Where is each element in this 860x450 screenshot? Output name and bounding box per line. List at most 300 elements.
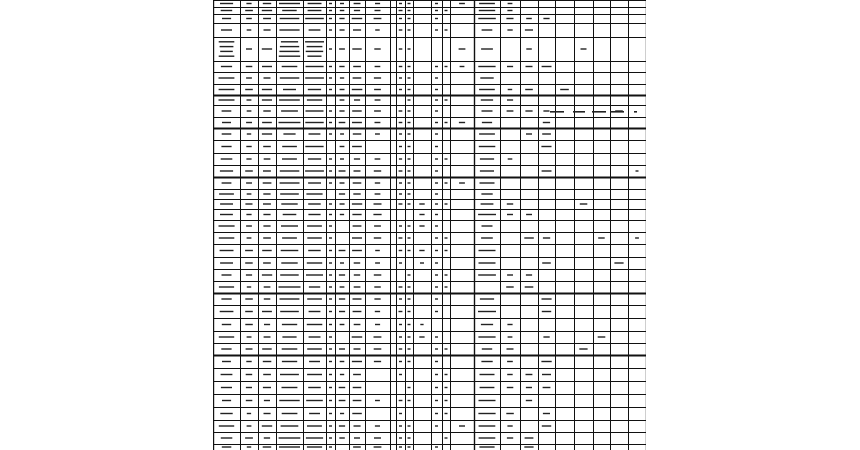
illegible-text-mark	[222, 361, 231, 362]
illegible-text-mark	[339, 437, 345, 438]
illegible-text-mark	[279, 29, 299, 30]
illegible-text-mark	[353, 29, 361, 30]
illegible-text-mark	[262, 48, 272, 49]
illegible-text-mark	[478, 413, 495, 414]
illegible-text-mark	[282, 10, 297, 11]
illegible-text-mark	[247, 413, 251, 414]
illegible-text-mark	[419, 203, 424, 204]
illegible-text-mark	[524, 446, 533, 447]
illegible-text-mark	[246, 48, 252, 49]
illegible-text-mark	[353, 133, 362, 134]
illegible-text-mark	[264, 29, 271, 30]
illegible-text-mark	[399, 18, 402, 19]
illegible-text-mark	[399, 146, 402, 147]
illegible-text-mark	[221, 374, 233, 375]
illegible-text-mark	[435, 3, 438, 4]
illegible-text-mark	[329, 298, 332, 299]
illegible-text-mark	[339, 48, 345, 49]
illegible-text-mark	[264, 437, 270, 438]
illegible-text-mark	[281, 262, 297, 263]
illegible-text-mark	[283, 214, 297, 215]
illegible-text-mark	[526, 274, 532, 275]
illegible-text-mark	[353, 400, 362, 401]
illegible-text-mark	[354, 158, 360, 159]
illegible-text-mark	[435, 170, 438, 171]
illegible-text-mark	[308, 387, 321, 388]
illegible-text-mark	[419, 214, 424, 215]
illegible-text-mark	[399, 324, 402, 325]
illegible-text-mark	[581, 48, 587, 49]
illegible-text-mark	[220, 214, 233, 215]
illegible-text-mark	[435, 89, 438, 90]
illegible-text-mark	[340, 361, 345, 362]
illegible-text-mark	[221, 29, 232, 30]
illegible-text-mark	[614, 262, 623, 263]
illegible-text-mark	[525, 437, 534, 438]
illegible-text-mark	[329, 274, 332, 275]
illegible-text-mark	[445, 274, 448, 275]
illegible-text-mark	[280, 311, 299, 312]
illegible-text-mark	[262, 66, 272, 67]
illegible-text-mark	[507, 110, 514, 111]
illegible-text-mark	[580, 203, 588, 204]
illegible-text-mark	[408, 298, 411, 299]
illegible-text-mark	[508, 3, 513, 4]
illegible-text-mark	[375, 182, 380, 183]
illegible-text-mark	[560, 89, 569, 90]
illegible-text-mark	[399, 193, 402, 194]
illegible-text-mark	[262, 311, 272, 312]
illegible-text-mark	[307, 324, 323, 325]
illegible-text-mark	[408, 311, 411, 312]
illegible-text-mark	[399, 48, 403, 49]
illegible-text-mark	[306, 437, 323, 438]
illegible-text-mark	[507, 214, 513, 215]
illegible-text-mark	[506, 18, 513, 19]
illegible-text-mark	[263, 361, 272, 362]
illegible-text-mark	[507, 425, 512, 426]
illegible-text-mark	[220, 311, 234, 312]
illegible-text-mark	[459, 182, 465, 183]
illegible-text-mark	[526, 400, 532, 401]
illegible-text-mark	[352, 214, 361, 215]
illegible-text-mark	[408, 158, 411, 159]
illegible-text-mark	[280, 18, 300, 19]
illegible-text-mark	[636, 170, 639, 171]
illegible-text-mark	[375, 193, 381, 194]
illegible-text-mark	[479, 400, 496, 401]
illegible-text-mark	[526, 48, 532, 49]
illegible-text-mark	[219, 225, 235, 226]
illegible-text-mark	[435, 203, 438, 204]
illegible-text-mark	[543, 387, 551, 388]
illegible-text-mark	[246, 146, 251, 147]
illegible-text-mark	[374, 18, 382, 19]
illegible-text-mark	[309, 133, 321, 134]
illegible-text-mark	[307, 374, 322, 375]
illegible-text-mark	[354, 274, 360, 275]
illegible-text-mark	[280, 298, 300, 299]
illegible-text-mark	[435, 286, 438, 287]
illegible-text-mark	[222, 122, 231, 123]
illegible-text-mark	[435, 29, 438, 30]
illegible-text-mark	[506, 413, 514, 414]
illegible-text-mark	[329, 286, 332, 287]
illegible-text-mark	[354, 3, 361, 4]
illegible-text-mark	[375, 133, 380, 134]
illegible-text-mark	[329, 29, 332, 30]
illegible-text-mark	[435, 182, 438, 183]
illegible-text-mark	[408, 225, 411, 226]
illegible-text-mark	[526, 214, 532, 215]
illegible-text-mark	[481, 203, 494, 204]
illegible-text-mark	[221, 298, 231, 299]
illegible-text-mark	[329, 133, 332, 134]
illegible-text-mark	[354, 286, 361, 287]
illegible-text-mark	[263, 18, 271, 19]
illegible-text-mark	[478, 214, 496, 215]
illegible-text-mark	[408, 274, 411, 275]
illegible-text-mark	[374, 203, 382, 204]
illegible-text-mark	[408, 77, 411, 78]
illegible-text-mark	[445, 122, 448, 123]
illegible-text-mark	[354, 425, 361, 426]
illegible-text-mark	[399, 158, 402, 159]
illegible-text-mark	[282, 146, 297, 147]
illegible-text-mark	[339, 387, 346, 388]
illegible-text-mark	[329, 182, 332, 183]
illegible-text-mark	[222, 274, 232, 275]
illegible-text-mark	[435, 193, 438, 194]
illegible-text-mark	[507, 374, 513, 375]
illegible-text-mark	[352, 250, 362, 251]
illegible-text-mark	[339, 122, 346, 123]
illegible-text-mark	[592, 111, 606, 113]
illegible-text-mark	[399, 225, 402, 226]
illegible-text-mark	[221, 66, 232, 67]
illegible-text-mark	[435, 77, 438, 78]
illegible-text-mark	[329, 170, 332, 171]
illegible-text-mark	[478, 311, 496, 312]
illegible-text-mark	[352, 336, 363, 337]
illegible-text-mark	[419, 225, 424, 226]
illegible-text-mark	[408, 237, 411, 238]
illegible-text-mark	[305, 170, 324, 171]
illegible-text-mark	[459, 122, 465, 123]
illegible-text-mark	[573, 111, 585, 113]
illegible-text-mark	[399, 110, 403, 111]
illegible-text-mark	[329, 324, 332, 325]
illegible-text-mark	[280, 170, 300, 171]
illegible-text-mark	[480, 77, 493, 78]
illegible-text-mark	[445, 66, 448, 67]
illegible-text-mark	[375, 3, 380, 4]
illegible-text-mark	[247, 110, 252, 111]
illegible-text-mark	[353, 182, 362, 183]
illegible-text-mark	[399, 170, 403, 171]
illegible-text-mark	[435, 446, 438, 447]
illegible-text-mark	[479, 10, 495, 11]
illegible-text-mark	[399, 400, 403, 401]
illegible-text-mark	[399, 250, 403, 251]
illegible-text-mark	[435, 400, 438, 401]
illegible-text-mark	[263, 3, 271, 4]
illegible-text-mark	[245, 250, 253, 251]
illegible-text-mark	[340, 77, 344, 78]
illegible-text-mark	[245, 437, 253, 438]
illegible-text-mark	[262, 89, 272, 90]
illegible-text-mark	[305, 18, 324, 19]
illegible-text-mark	[306, 66, 324, 67]
illegible-text-mark	[525, 29, 533, 30]
illegible-text-mark	[219, 286, 234, 287]
illegible-text-mark	[245, 298, 253, 299]
illegible-text-mark	[262, 348, 272, 349]
illegible-text-mark	[339, 298, 345, 299]
illegible-text-mark	[542, 170, 552, 171]
illegible-text-mark	[445, 250, 448, 251]
illegible-text-mark	[352, 48, 361, 49]
illegible-text-mark	[435, 425, 438, 426]
illegible-text-mark	[219, 193, 234, 194]
illegible-text-mark	[435, 99, 438, 100]
illegible-text-mark	[308, 182, 321, 183]
illegible-text-mark	[374, 89, 381, 90]
illegible-text-mark	[507, 324, 512, 325]
illegible-text-mark	[329, 158, 332, 159]
illegible-text-mark	[263, 203, 271, 204]
illegible-text-mark	[245, 262, 253, 263]
illegible-text-mark	[435, 10, 438, 11]
illegible-text-mark	[482, 29, 493, 30]
illegible-text-mark	[307, 298, 322, 299]
illegible-text-mark	[246, 374, 253, 375]
illegible-text-mark	[219, 77, 235, 78]
illegible-text-mark	[408, 425, 411, 426]
illegible-text-mark	[247, 336, 252, 337]
illegible-text-mark	[435, 413, 438, 414]
illegible-text-mark	[507, 387, 514, 388]
illegible-text-mark	[375, 66, 381, 67]
illegible-text-mark	[542, 262, 551, 263]
illegible-text-mark	[352, 361, 362, 362]
illegible-text-mark	[262, 425, 272, 426]
illegible-text-mark	[353, 446, 361, 447]
illegible-text-mark	[245, 324, 253, 325]
illegible-text-mark	[610, 111, 624, 113]
illegible-text-mark	[408, 89, 411, 90]
illegible-text-mark	[246, 361, 251, 362]
illegible-text-mark	[279, 122, 301, 123]
illegible-text-mark	[306, 193, 322, 194]
illegible-text-mark	[419, 336, 424, 337]
illegible-text-mark	[480, 298, 494, 299]
illegible-text-mark	[353, 225, 362, 226]
illegible-text-mark	[542, 133, 551, 134]
illegible-text-mark	[263, 446, 272, 447]
illegible-text-mark	[480, 170, 494, 171]
illegible-text-mark	[374, 225, 381, 226]
illegible-text-mark	[399, 89, 402, 90]
illegible-text-mark	[263, 182, 272, 183]
illegible-text-mark	[339, 425, 345, 426]
illegible-text-mark	[307, 262, 322, 263]
illegible-text-mark	[542, 66, 552, 67]
illegible-text-mark	[399, 133, 402, 134]
illegible-text-mark	[420, 324, 423, 325]
illegible-text-mark	[340, 3, 344, 4]
illegible-text-mark	[399, 29, 403, 30]
illegible-text-mark	[479, 446, 494, 447]
illegible-text-mark	[478, 18, 496, 19]
illegible-text-mark	[246, 214, 251, 215]
illegible-text-mark	[507, 274, 513, 275]
illegible-text-mark	[340, 214, 344, 215]
illegible-text-mark	[506, 286, 514, 287]
illegible-text-mark	[526, 66, 533, 67]
illegible-text-mark	[598, 336, 606, 337]
illegible-text-mark	[305, 146, 323, 147]
illegible-text-mark	[374, 48, 380, 49]
illegible-text-mark	[408, 29, 411, 30]
illegible-text-mark	[408, 18, 411, 19]
illegible-text-mark	[354, 99, 360, 100]
illegible-text-mark	[375, 10, 381, 11]
illegible-text-mark	[482, 225, 493, 226]
illegible-text-mark	[352, 413, 362, 414]
illegible-text-mark	[283, 133, 295, 134]
illegible-text-mark	[399, 182, 402, 183]
illegible-text-mark	[408, 99, 411, 100]
illegible-text-mark	[374, 361, 381, 362]
illegible-text-mark	[354, 437, 360, 438]
illegible-text-mark	[329, 262, 332, 263]
illegible-text-mark	[245, 203, 252, 204]
illegible-text-mark	[408, 48, 411, 49]
illegible-text-mark	[307, 99, 322, 100]
illegible-text-mark	[353, 387, 362, 388]
illegible-text-mark	[329, 77, 332, 78]
illegible-text-mark	[246, 400, 253, 401]
illegible-text-mark	[479, 437, 496, 438]
illegible-text-mark	[282, 413, 298, 414]
illegible-text-mark	[282, 158, 297, 159]
illegible-text-mark	[340, 286, 345, 287]
illegible-text-mark	[280, 374, 299, 375]
illegible-text-mark	[329, 3, 332, 4]
illegible-text-mark	[339, 66, 344, 67]
illegible-text-mark	[282, 361, 297, 362]
illegible-text-mark	[543, 122, 550, 123]
illegible-text-mark	[481, 48, 493, 49]
illegible-text-mark	[283, 89, 296, 90]
illegible-text-mark	[282, 348, 298, 349]
illegible-text-mark	[309, 336, 321, 337]
illegible-text-mark	[408, 324, 411, 325]
illegible-text-mark	[408, 203, 411, 204]
illegible-text-mark	[479, 3, 495, 4]
illegible-text-mark	[354, 348, 361, 349]
illegible-text-mark	[479, 146, 496, 147]
illegible-text-mark	[329, 214, 332, 215]
illegible-text-mark	[280, 274, 299, 275]
illegible-text-mark	[526, 387, 532, 388]
illegible-text-mark	[281, 203, 297, 204]
illegible-text-mark	[353, 298, 362, 299]
illegible-text-mark	[245, 89, 253, 90]
illegible-text-mark	[221, 437, 233, 438]
illegible-text-mark	[263, 225, 270, 226]
illegible-text-mark	[306, 51, 324, 52]
illegible-text-mark	[435, 18, 438, 19]
illegible-text-mark	[263, 170, 271, 171]
illegible-text-mark	[375, 122, 381, 123]
illegible-text-mark	[399, 66, 403, 67]
illegible-text-mark	[262, 133, 272, 134]
illegible-text-mark	[219, 336, 234, 337]
illegible-text-mark	[305, 41, 324, 42]
illegible-text-mark	[408, 348, 411, 349]
illegible-text-mark	[373, 214, 381, 215]
illegible-text-mark	[279, 437, 301, 438]
illegible-text-mark	[264, 77, 271, 78]
illegible-text-mark	[309, 29, 321, 30]
illegible-text-mark	[635, 237, 639, 238]
illegible-text-mark	[543, 237, 550, 238]
illegible-text-mark	[508, 336, 513, 337]
illegible-text-mark	[399, 374, 402, 375]
illegible-text-mark	[507, 99, 513, 100]
illegible-text-mark	[219, 99, 235, 100]
illegible-text-mark	[308, 250, 321, 251]
illegible-text-mark	[526, 374, 533, 375]
illegible-text-mark	[507, 66, 513, 67]
illegible-text-mark	[309, 361, 320, 362]
illegible-text-mark	[281, 225, 298, 226]
illegible-text-mark	[435, 158, 438, 159]
illegible-text-mark	[445, 182, 448, 183]
illegible-text-mark	[399, 286, 403, 287]
illegible-text-mark	[329, 374, 332, 375]
illegible-text-mark	[399, 413, 402, 414]
illegible-text-mark	[339, 110, 344, 111]
illegible-text-mark	[435, 361, 438, 362]
illegible-text-mark	[375, 400, 380, 401]
illegible-text-mark	[479, 133, 495, 134]
illegible-text-mark	[435, 146, 438, 147]
illegible-text-mark	[435, 274, 438, 275]
illegible-text-mark	[307, 425, 322, 426]
illegible-text-mark	[408, 336, 411, 337]
illegible-text-mark	[435, 122, 438, 123]
illegible-text-mark	[308, 203, 321, 204]
illegible-text-mark	[480, 387, 495, 388]
illegible-text-mark	[480, 158, 494, 159]
illegible-text-mark	[435, 66, 438, 67]
illegible-text-mark	[340, 10, 345, 11]
illegible-text-mark	[445, 437, 448, 438]
illegible-text-mark	[279, 56, 300, 57]
illegible-text-mark	[420, 262, 424, 263]
illegible-text-mark	[408, 10, 411, 11]
illegible-text-mark	[354, 170, 361, 171]
illegible-text-mark	[264, 400, 270, 401]
illegible-text-mark	[306, 400, 323, 401]
illegible-text-mark	[445, 99, 448, 100]
illegible-text-mark	[479, 262, 496, 263]
illegible-text-mark	[329, 348, 332, 349]
illegible-text-mark	[408, 250, 411, 251]
